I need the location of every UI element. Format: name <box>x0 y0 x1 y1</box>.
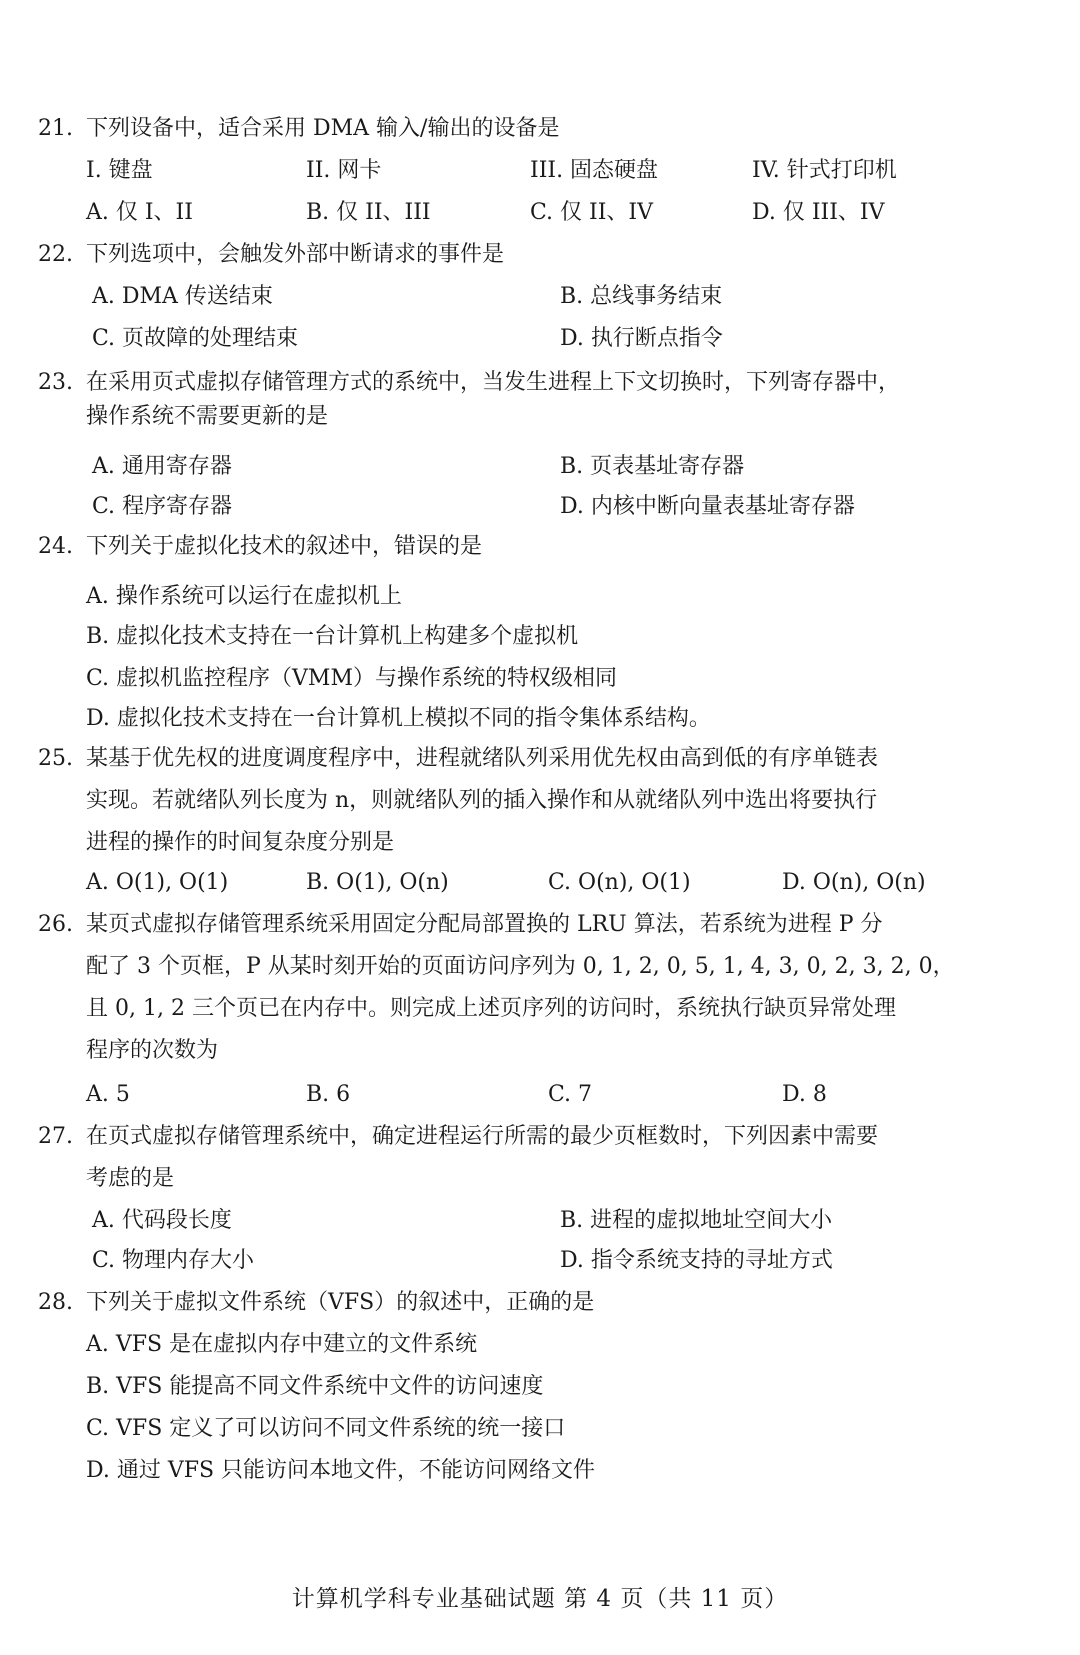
item-iv: IV. 针式打印机 <box>752 158 897 183</box>
question-stem-continued: 操作系统不需要更新的是 <box>86 404 329 429</box>
item-i: I. 键盘 <box>86 158 153 183</box>
question-stem-continued: 进程的操作的时间复杂度分别是 <box>86 830 395 855</box>
option-c: C. O(n), O(1) <box>548 870 691 895</box>
question-number: 21. <box>38 116 73 141</box>
option-b: B. 总线事务结束 <box>560 284 723 309</box>
option-b: B. 仅 II、III <box>306 200 431 225</box>
option-c: C. 物理内存大小 <box>92 1248 255 1273</box>
option-d: D. 内核中断向量表基址寄存器 <box>560 494 855 519</box>
option-a: A. 代码段长度 <box>92 1208 232 1233</box>
page-footer: 计算机学科专业基础试题 第 4 页（共 11 页） <box>291 1586 789 1612</box>
exam-page: 21. 下列设备中，适合采用 DMA 输入/输出的设备是 I. 键盘 II. 网卡 III. 固态硬盘 IV. 针式打印机 A. 仅 I、II B. 仅 II、III C. 仅 II、IV D. 仅 III、IV 22. 下列选项中，会触发外部中断请求的事件是 A. DMA 传送结束 B. 总线事务结束 C. 页故障的处理结束 D. 执行断点指令 23. 在采用页式虚拟存储管理方式的系统中，当发生进程上下文切换时，下列寄存器中， 操作系统不需要更新的是 A. 通用寄存器 B. 页表基址寄存器 C. 程序寄存器 D. 内核中断向量表基址寄存器 24. 下列关于虚拟化技术的叙述中，错误的是 A. 操作系统可以运行在虚拟机上 B. 虚拟化技术支持在一台计算机上构建多个虚拟机 C. 虚拟机监控程序（VMM）与操作系统的特权级相同 D. 虚拟化技术支持在一台计算机上模拟不同的指令集体系结构。 25. 某基于优先权的进度调度程序中，进程就绪队列采用优先权由高到低的有序单链表 实现。若就绪队列长度为 n，则就绪队列的插入操作和从就绪队列中选出将要执行 进程的操作的时间复杂度分别是 A. O(1), O(1) B. O(1), O(n) C. O(n), O(1) D. O(n), O(n) 26. 某页式虚拟存储管理系统采用固定分配局部置换的 LRU 算法，若系统为进程 P 分 配了 3 个页框，P 从某时刻开始的页面访问序列为 0, 1, 2, 0, 5, 1, 4, 3, 0, 2, 3, 2, 0， 且 0, 1, 2 三个页已在内存中。则完成上述页序列的访问时，系统执行缺页异常处理 程序的次数为 A. 5 B. 6 C. 7 D. 8 27. 在页式虚拟存储管理系统中，确定进程运行所需的最少页框数时，下列因素中需要 考虑的是 A. 代码段长度 B. 进程的虚拟地址空间大小 C. 物理内存大小 D. 指令系统支持的寻址方式 28. 下列关于虚拟文件系统（VFS）的叙述中，正确的是 A. VFS 是在虚拟内存中建立的文件系统 B. VFS 能提高不同文件系统中文件的访问速度 C. VFS 定义了可以访问不同文件系统的统一接口 D. 通过 VFS 只能访问本地文件，不能访问网络文件 计算机学科专业基础试题 第 4 页（共 11 页） <box>0 0 1080 1655</box>
question-number: 27. <box>38 1124 73 1149</box>
option-d: D. 指令系统支持的寻址方式 <box>560 1248 833 1273</box>
question-number: 22. <box>38 242 73 267</box>
option-d: D. O(n), O(n) <box>782 870 926 895</box>
option-c: C. 虚拟机监控程序（VMM）与操作系统的特权级相同 <box>86 666 617 691</box>
option-c: C. VFS 定义了可以访问不同文件系统的统一接口 <box>86 1416 566 1441</box>
option-b: B. O(1), O(n) <box>306 870 449 895</box>
option-d: D. 虚拟化技术支持在一台计算机上模拟不同的指令集体系结构。 <box>86 706 711 731</box>
option-d: D. 通过 VFS 只能访问本地文件，不能访问网络文件 <box>86 1458 596 1483</box>
question-number: 28. <box>38 1290 73 1315</box>
option-b: B. VFS 能提高不同文件系统中文件的访问速度 <box>86 1374 544 1399</box>
option-d: D. 8 <box>782 1082 827 1107</box>
option-d: D. 执行断点指令 <box>560 326 723 351</box>
option-c: C. 程序寄存器 <box>92 494 233 519</box>
item-ii: II. 网卡 <box>306 158 382 183</box>
question-stem-continued: 配了 3 个页框，P 从某时刻开始的页面访问序列为 0, 1, 2, 0, 5, 1, 4, 3, 0, 2, 3, 2, 0， <box>86 954 955 979</box>
option-a: A. 5 <box>86 1082 130 1107</box>
option-a: A. VFS 是在虚拟内存中建立的文件系统 <box>86 1332 478 1357</box>
option-a: A. DMA 传送结束 <box>92 284 273 309</box>
option-c: C. 7 <box>548 1082 593 1107</box>
option-d: D. 仅 III、IV <box>752 200 885 225</box>
question-stem-continued: 考虑的是 <box>86 1166 175 1191</box>
question-number: 25. <box>38 746 73 771</box>
question-stem-continued: 程序的次数为 <box>86 1038 219 1063</box>
option-b: B. 6 <box>306 1082 351 1107</box>
option-b: B. 虚拟化技术支持在一台计算机上构建多个虚拟机 <box>86 624 579 649</box>
option-c: C. 页故障的处理结束 <box>92 326 299 351</box>
question-stem-continued: 实现。若就绪队列长度为 n，则就绪队列的插入操作和从就绪队列中选出将要执行 <box>86 788 878 813</box>
option-c: C. 仅 II、IV <box>530 200 653 225</box>
option-a: A. 仅 I、II <box>86 200 193 225</box>
question-number: 23. <box>38 370 73 395</box>
option-b: B. 进程的虚拟地址空间大小 <box>560 1208 833 1233</box>
option-a: A. 通用寄存器 <box>92 454 232 479</box>
option-a: A. 操作系统可以运行在虚拟机上 <box>86 584 402 609</box>
item-iii: III. 固态硬盘 <box>530 158 659 183</box>
option-b: B. 页表基址寄存器 <box>560 454 745 479</box>
question-number: 24. <box>38 534 73 559</box>
question-number: 26. <box>38 912 73 937</box>
option-a: A. O(1), O(1) <box>86 870 229 895</box>
question-stem-continued: 且 0, 1, 2 三个页已在内存中。则完成上述页序列的访问时，系统执行缺页异常处理 <box>86 996 896 1021</box>
